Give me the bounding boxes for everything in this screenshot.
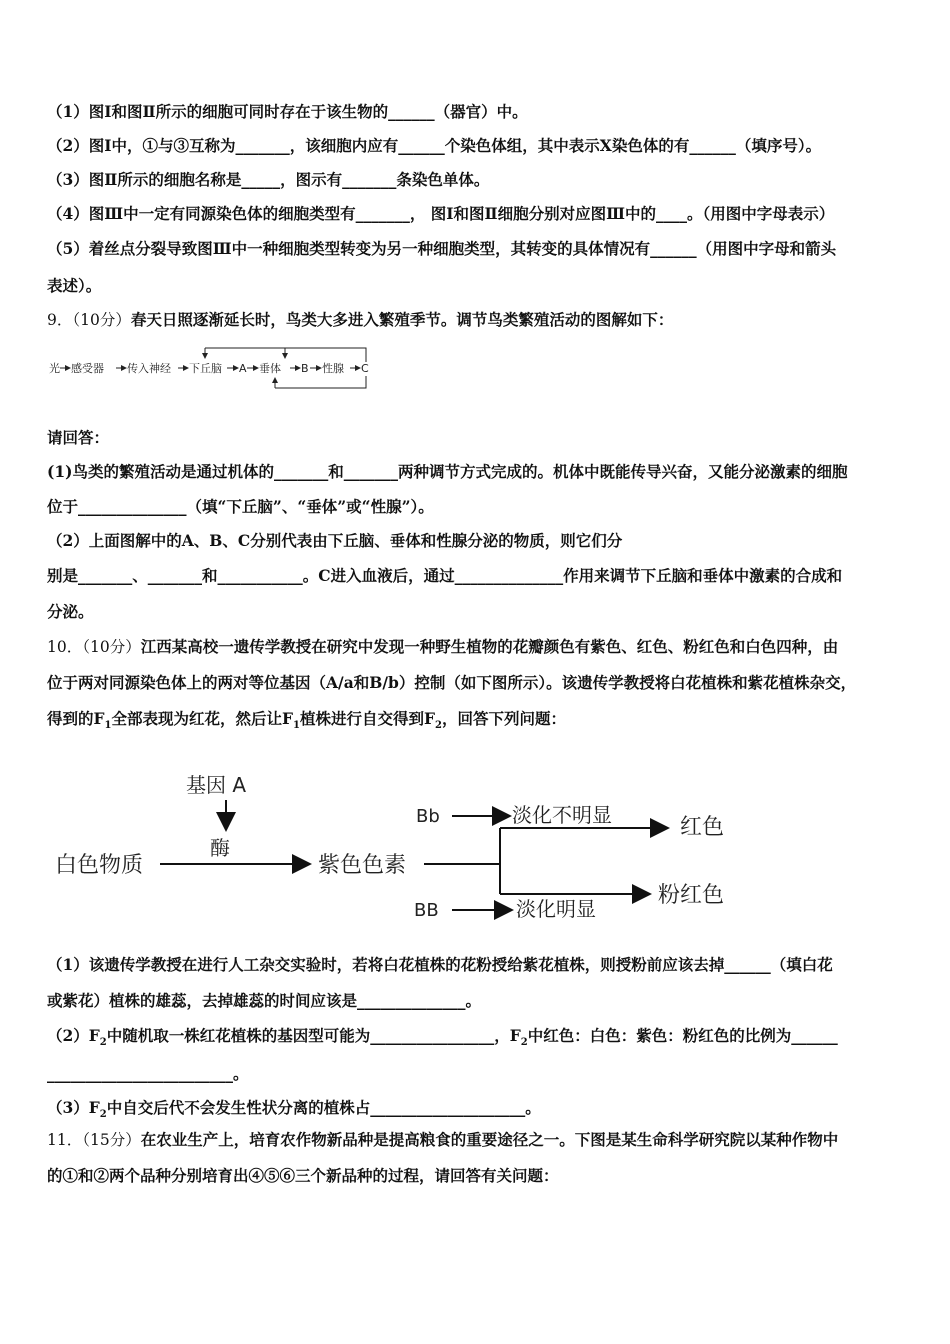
q11-number: 11．（15分） xyxy=(47,1131,141,1149)
q9-regulation-diagram xyxy=(45,342,380,392)
q9-node-light: 光 xyxy=(49,362,60,375)
q10-dilute-strong: 淡化明显 xyxy=(516,897,596,921)
q9-node-c: C xyxy=(361,362,369,375)
q10-dilute-weak: 淡化不明显 xyxy=(512,803,612,827)
q10-stem-3a: 得到的F xyxy=(47,709,105,728)
q9-node-afferent: 传入神经 xyxy=(127,362,171,375)
q10-sub2-sub1: 2 xyxy=(99,1037,107,1049)
q9-sub2-end: 分泌。 xyxy=(47,602,94,621)
q10-bb-hetero: Bb xyxy=(416,806,440,827)
q11-stem-1 xyxy=(47,1130,838,1150)
q9-node-gonad: 性腺 xyxy=(322,362,344,375)
q10-bb-homo: BB xyxy=(414,900,439,921)
q10-stem-3b: 全部表现为红花，然后让F xyxy=(111,709,293,728)
q9-stem-text: 春天日照逐渐延长时，鸟类大多进入繁殖季节。调节鸟类繁殖活动的图解如下： xyxy=(130,310,674,329)
q10-sub-f2: 2 xyxy=(434,720,442,732)
q10-white-substance: 白色物质 xyxy=(55,853,144,878)
q10-sub2-post: 中红色：白色：紫色：粉红色的比例为______ xyxy=(527,1026,838,1045)
q11-stem-text-1: 在农业生产上，培育农作物新品种是提高粮食的重要途径之一。下图是某生命科学研究院以某种作物中 xyxy=(140,1130,839,1149)
q9-sub1: (1)鸟类的繁殖活动是通过机体的_______和_______两种调节方式完成的。机体中既能传导兴奋，又能分泌激素的细胞 xyxy=(47,462,848,481)
q10-sub2 xyxy=(47,1026,838,1053)
q10-sub2-mid: 中随机取一株红花植株的基因型可能为________________，F xyxy=(106,1026,521,1045)
q9-node-a: A xyxy=(239,362,247,375)
q9-prompt: 请回答： xyxy=(47,428,110,447)
q10-sub2-sub2: 2 xyxy=(520,1037,528,1049)
q8-sub4: （4）图Ⅲ中一定有同源染色体的细胞类型有_______， 图Ⅰ和图Ⅱ细胞分别对应图Ⅲ中的____。（用图中字母表示） xyxy=(47,204,835,223)
q11-stem-2: 的①和②两个品种分别培育出④⑤⑥三个新品种的过程，请回答有关问题： xyxy=(47,1166,559,1185)
q10-sub2-pre: （2）F xyxy=(47,1026,100,1045)
q10-pink: 粉红色 xyxy=(658,883,725,908)
q9-node-b: B xyxy=(301,362,309,375)
q10-sub-f1a: 1 xyxy=(104,720,112,732)
q10-pathway-diagram xyxy=(0,760,950,930)
q10-sub3 xyxy=(47,1098,541,1125)
q10-stem-text-1: 江西某高校一遗传学教授在研究中发现一种野生植物的花瓣颜色有紫色、红色、粉红色和白色四种，由 xyxy=(140,637,839,656)
q10-number: 10．（10分） xyxy=(47,638,141,656)
q10-stem-1 xyxy=(47,637,838,657)
q10-sub3-sub: 2 xyxy=(99,1109,107,1121)
q10-red: 红色 xyxy=(680,815,725,840)
q9-node-receptor: 感受器 xyxy=(71,362,104,375)
q8-sub1: （1）图Ⅰ和图Ⅱ所示的细胞可同时存在于该生物的______（器官）中。 xyxy=(47,102,528,121)
q10-sub2-cont: ________________________。 xyxy=(47,1064,249,1083)
q8-sub2: （2）图Ⅰ中，①与③互称为_______，该细胞内应有______个染色体组，其中表示X染色体的有______（填序号）。 xyxy=(47,136,822,155)
q10-stem-3c: 植株进行自交得到F xyxy=(299,709,435,728)
q9-number: 9．（10分） xyxy=(47,311,131,329)
q8-sub3: （3）图Ⅱ所示的细胞名称是_____，图示有_______条染色单体。 xyxy=(47,170,490,189)
q10-stem-3 xyxy=(47,709,566,736)
q9-node-hypothalamus: 下丘脑 xyxy=(189,362,222,375)
q10-sub1: （1）该遗传学教授在进行人工杂交实验时，若将白花植株的花粉授给紫花植株，则授粉前应该去掉______（填白花 xyxy=(47,955,833,974)
q10-stem-2: 位于两对同源染色体上的两对等位基因（A/a和B/b）控制（如下图所示）。该遗传学教授将白花植株和紫花植株杂交， xyxy=(47,673,857,692)
q10-enzyme: 酶 xyxy=(210,836,230,860)
q9-sub2-cont: 别是_______、_______和___________。C进入血液后，通过______________作用来调节下丘脑和垂体中激素的合成和 xyxy=(47,566,843,585)
q10-sub1-cont: 或紫花）植株的雄蕊，去掉雄蕊的时间应该是______________。 xyxy=(47,991,482,1010)
q8-sub5: （5）着丝点分裂导致图Ⅲ中一种细胞类型转变为另一种细胞类型，其转变的具体情况有______（用图中字母和箭头 xyxy=(47,239,837,258)
q10-sub-f1b: 1 xyxy=(293,720,300,732)
q10-sub3-post: 中自交后代不会发生性状分离的植株占____________________。 xyxy=(106,1098,541,1117)
q10-purple-pigment: 紫色色素 xyxy=(318,853,407,878)
q9-sub1-cont: 位于______________（填“下丘脑”、“垂体”或“性腺”）。 xyxy=(47,497,434,516)
q9-node-pituitary: 垂体 xyxy=(259,362,281,375)
q10-sub3-pre: （3）F xyxy=(47,1098,100,1117)
q9-sub2: （2）上面图解中的A、B、C分别代表由下丘脑、垂体和性腺分泌的物质，则它们分 xyxy=(47,531,623,550)
q9-stem xyxy=(47,310,673,330)
q10-stem-3d: ，回答下列问题： xyxy=(441,709,566,728)
q10-gene-a: 基因 A xyxy=(186,773,247,797)
q8-sub5-cont: 表述）。 xyxy=(47,276,102,295)
